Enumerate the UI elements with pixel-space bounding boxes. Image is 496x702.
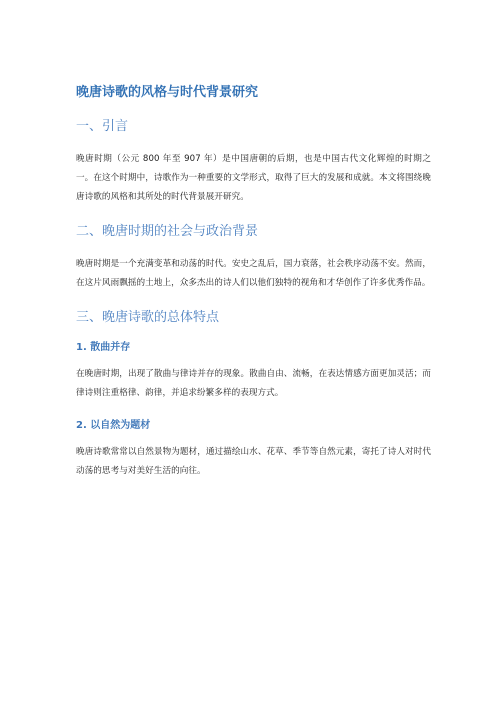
paragraph-sanqu: 在晚唐时期，出现了散曲与律诗并存的现象。散曲自由、流畅，在表达情感方面更加灵活；而律诗则注重格律、韵律，并追求纷繁多样的表现方式。 xyxy=(76,369,431,398)
document-body xyxy=(76,84,431,497)
paragraph-nature-theme: 晚唐诗歌常常以自然景物为题材，通过描绘山水、花草、季节等自然元素，寄托了诗人对时代动荡的思考与对美好生活的向往。 xyxy=(76,447,431,476)
section-heading-introduction: 一、引言 xyxy=(76,119,129,134)
section-heading-social-political-background: 二、晚唐时期的社会与政治背景 xyxy=(76,224,259,239)
document-title: 晚唐诗歌的风格与时代背景研究 xyxy=(76,85,259,100)
paragraph-social-political-background: 晚唐时期是一个充满变革和动荡的时代。安史之乱后，国力衰落，社会秩序动荡不安。然而，在这片风雨飘摇的土地上，众多杰出的诗人们以他们独特的视角和才华创作了许多优秀作品。 xyxy=(76,259,431,288)
subsection-heading-sanqu: 1. 散曲并存 xyxy=(76,342,131,353)
paragraph-introduction: 晚唐时期（公元 800 年至 907 年）是中国唐朝的后期，也是中国古代文化辉煌的时期之一。在这个时期中，诗歌作为一种重要的文学形式，取得了巨大的发展和成就。本文将围绕晚唐诗歌的风格和其所处的时代背景展开研究。 xyxy=(76,154,431,202)
subsection-heading-nature-theme: 2. 以自然为题材 xyxy=(76,420,151,431)
section-heading-overall-characteristics: 三、晚唐诗歌的总体特点 xyxy=(76,310,220,325)
